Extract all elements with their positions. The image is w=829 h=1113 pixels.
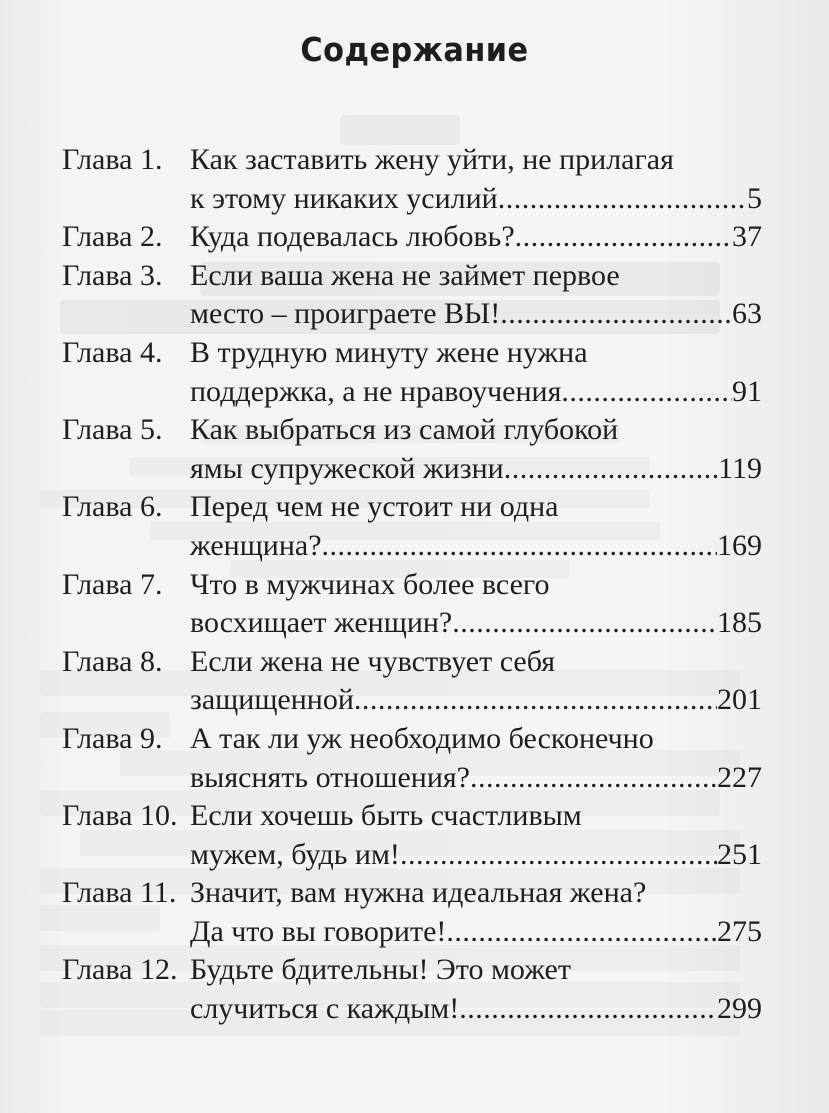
toc-entry — [62, 411, 762, 488]
page-number: 201 — [717, 683, 762, 717]
chapter-title-block — [190, 218, 762, 257]
chapter-title-text: случиться с каждым! — [190, 992, 460, 1026]
chapter-title-last-line — [190, 759, 762, 798]
page-number: 251 — [717, 837, 762, 871]
chapter-title-last-line — [190, 913, 762, 952]
chapter-title-block — [190, 951, 762, 1028]
chapter-title-line: Как заставить жену уйти, не прилагая — [190, 143, 674, 176]
chapter-number: Глава 10. — [62, 799, 178, 833]
chapter-title-text: ямы супружеской жизни — [190, 451, 504, 485]
chapter-number: Глава 7. — [62, 567, 163, 601]
chapter-title-text: Куда подевалась любовь? — [190, 220, 515, 254]
dot-leader — [515, 218, 732, 257]
chapter-title-block — [190, 257, 762, 334]
toc-entry — [62, 566, 762, 643]
chapter-title-block — [190, 566, 762, 643]
toc-entry — [62, 797, 762, 874]
chapter-title-text: восхищает женщин? — [190, 606, 453, 640]
dot-leader — [322, 527, 717, 566]
page-number: 91 — [732, 374, 762, 408]
chapter-title-text: выяснять отношения? — [190, 760, 470, 794]
page-number: 275 — [717, 914, 762, 948]
chapter-title-last-line — [190, 450, 762, 489]
chapter-title-block — [190, 643, 762, 720]
chapter-title-last-line — [190, 604, 762, 643]
chapter-title-block — [190, 488, 762, 565]
chapter-title-last-line — [190, 218, 762, 257]
dot-leader — [400, 836, 717, 875]
dot-leader — [498, 180, 747, 219]
dot-leader — [561, 373, 732, 412]
chapter-title-text: защищенной — [190, 683, 354, 717]
chapter-title-text: поддержка, а не нравоучения — [190, 374, 562, 408]
page-title: Содержание — [300, 30, 529, 69]
chapter-title-line: В трудную минуту жене нужна — [190, 335, 588, 369]
chapter-title-line: Как выбраться из самой глубокой — [190, 413, 619, 447]
chapter-title-text: мужем, будь им! — [190, 837, 400, 871]
chapter-title-line: Перед чем не устоит ни одна — [190, 490, 559, 524]
toc-entry — [62, 720, 762, 797]
dot-leader — [470, 759, 717, 798]
dot-leader — [446, 913, 717, 952]
dot-leader — [500, 295, 732, 334]
dot-leader — [354, 681, 717, 720]
chapter-number: Глава 12. — [62, 953, 178, 987]
toc-entry — [62, 874, 762, 951]
dot-leader — [452, 604, 717, 643]
chapter-title-last-line — [190, 373, 762, 412]
chapter-title-text: женщина? — [190, 528, 322, 562]
dot-leader — [504, 450, 718, 489]
chapter-title-text: место – проиграете ВЫ! — [190, 297, 501, 331]
page-number: 37 — [732, 220, 762, 254]
toc-entry — [62, 951, 762, 1028]
chapter-title-block — [190, 411, 762, 488]
chapter-number: Глава 5. — [62, 413, 163, 447]
chapter-number: Глава 4. — [62, 335, 163, 369]
toc-entry — [62, 218, 762, 257]
chapter-number: Глава 8. — [62, 644, 163, 678]
chapter-title-block — [190, 797, 762, 874]
chapter-number: Глава 9. — [62, 721, 163, 755]
chapter-number: Глава 11. — [62, 876, 177, 910]
chapter-title-last-line — [190, 180, 762, 219]
chapter-number: Глава 2. — [62, 220, 163, 254]
chapter-title-text: к этому никаких усилий — [190, 181, 498, 215]
chapter-title-last-line — [190, 295, 762, 334]
chapter-title-block — [190, 141, 762, 218]
chapter-title-block — [190, 720, 762, 797]
page-number: 299 — [717, 992, 762, 1026]
page-number: 63 — [732, 297, 762, 331]
toc-entry — [62, 334, 762, 411]
chapter-title-line: Если ваша жена не займет первое — [190, 258, 620, 292]
chapter-title-block — [190, 334, 762, 411]
chapter-title-last-line — [190, 836, 762, 875]
chapter-number: Глава 6. — [62, 490, 163, 524]
chapter-title-line: Если хочешь быть счастливым — [190, 799, 582, 833]
table-of-contents — [62, 141, 762, 1029]
page-number: 5 — [747, 181, 762, 215]
page-number: 169 — [717, 528, 762, 562]
chapter-title-line: Значит, вам нужна идеальная жена? — [190, 876, 647, 910]
chapter-title-last-line — [190, 990, 762, 1029]
chapter-title-text: Да что вы говорите! — [190, 914, 447, 948]
toc-entry — [62, 257, 762, 334]
page-number: 185 — [717, 606, 762, 640]
chapter-title-line: Что в мужчинах более всего — [190, 567, 550, 601]
toc-entry — [62, 488, 762, 565]
toc-entry — [62, 141, 762, 218]
toc-entry — [62, 643, 762, 720]
chapter-title-line: Если жена не чувствует себя — [190, 644, 556, 678]
chapter-number: Глава 3. — [62, 258, 163, 292]
chapter-title-line: А так ли уж необходимо бесконечно — [190, 721, 654, 755]
page-number: 119 — [718, 451, 762, 485]
chapter-title-block — [190, 874, 762, 951]
dot-leader — [459, 990, 717, 1029]
chapter-title-last-line — [190, 681, 762, 720]
chapter-title-line: Будьте бдительны! Это может — [190, 953, 571, 987]
page-number: 227 — [717, 760, 762, 794]
chapter-title-last-line — [190, 527, 762, 566]
chapter-number: Глава 1. — [62, 143, 163, 176]
